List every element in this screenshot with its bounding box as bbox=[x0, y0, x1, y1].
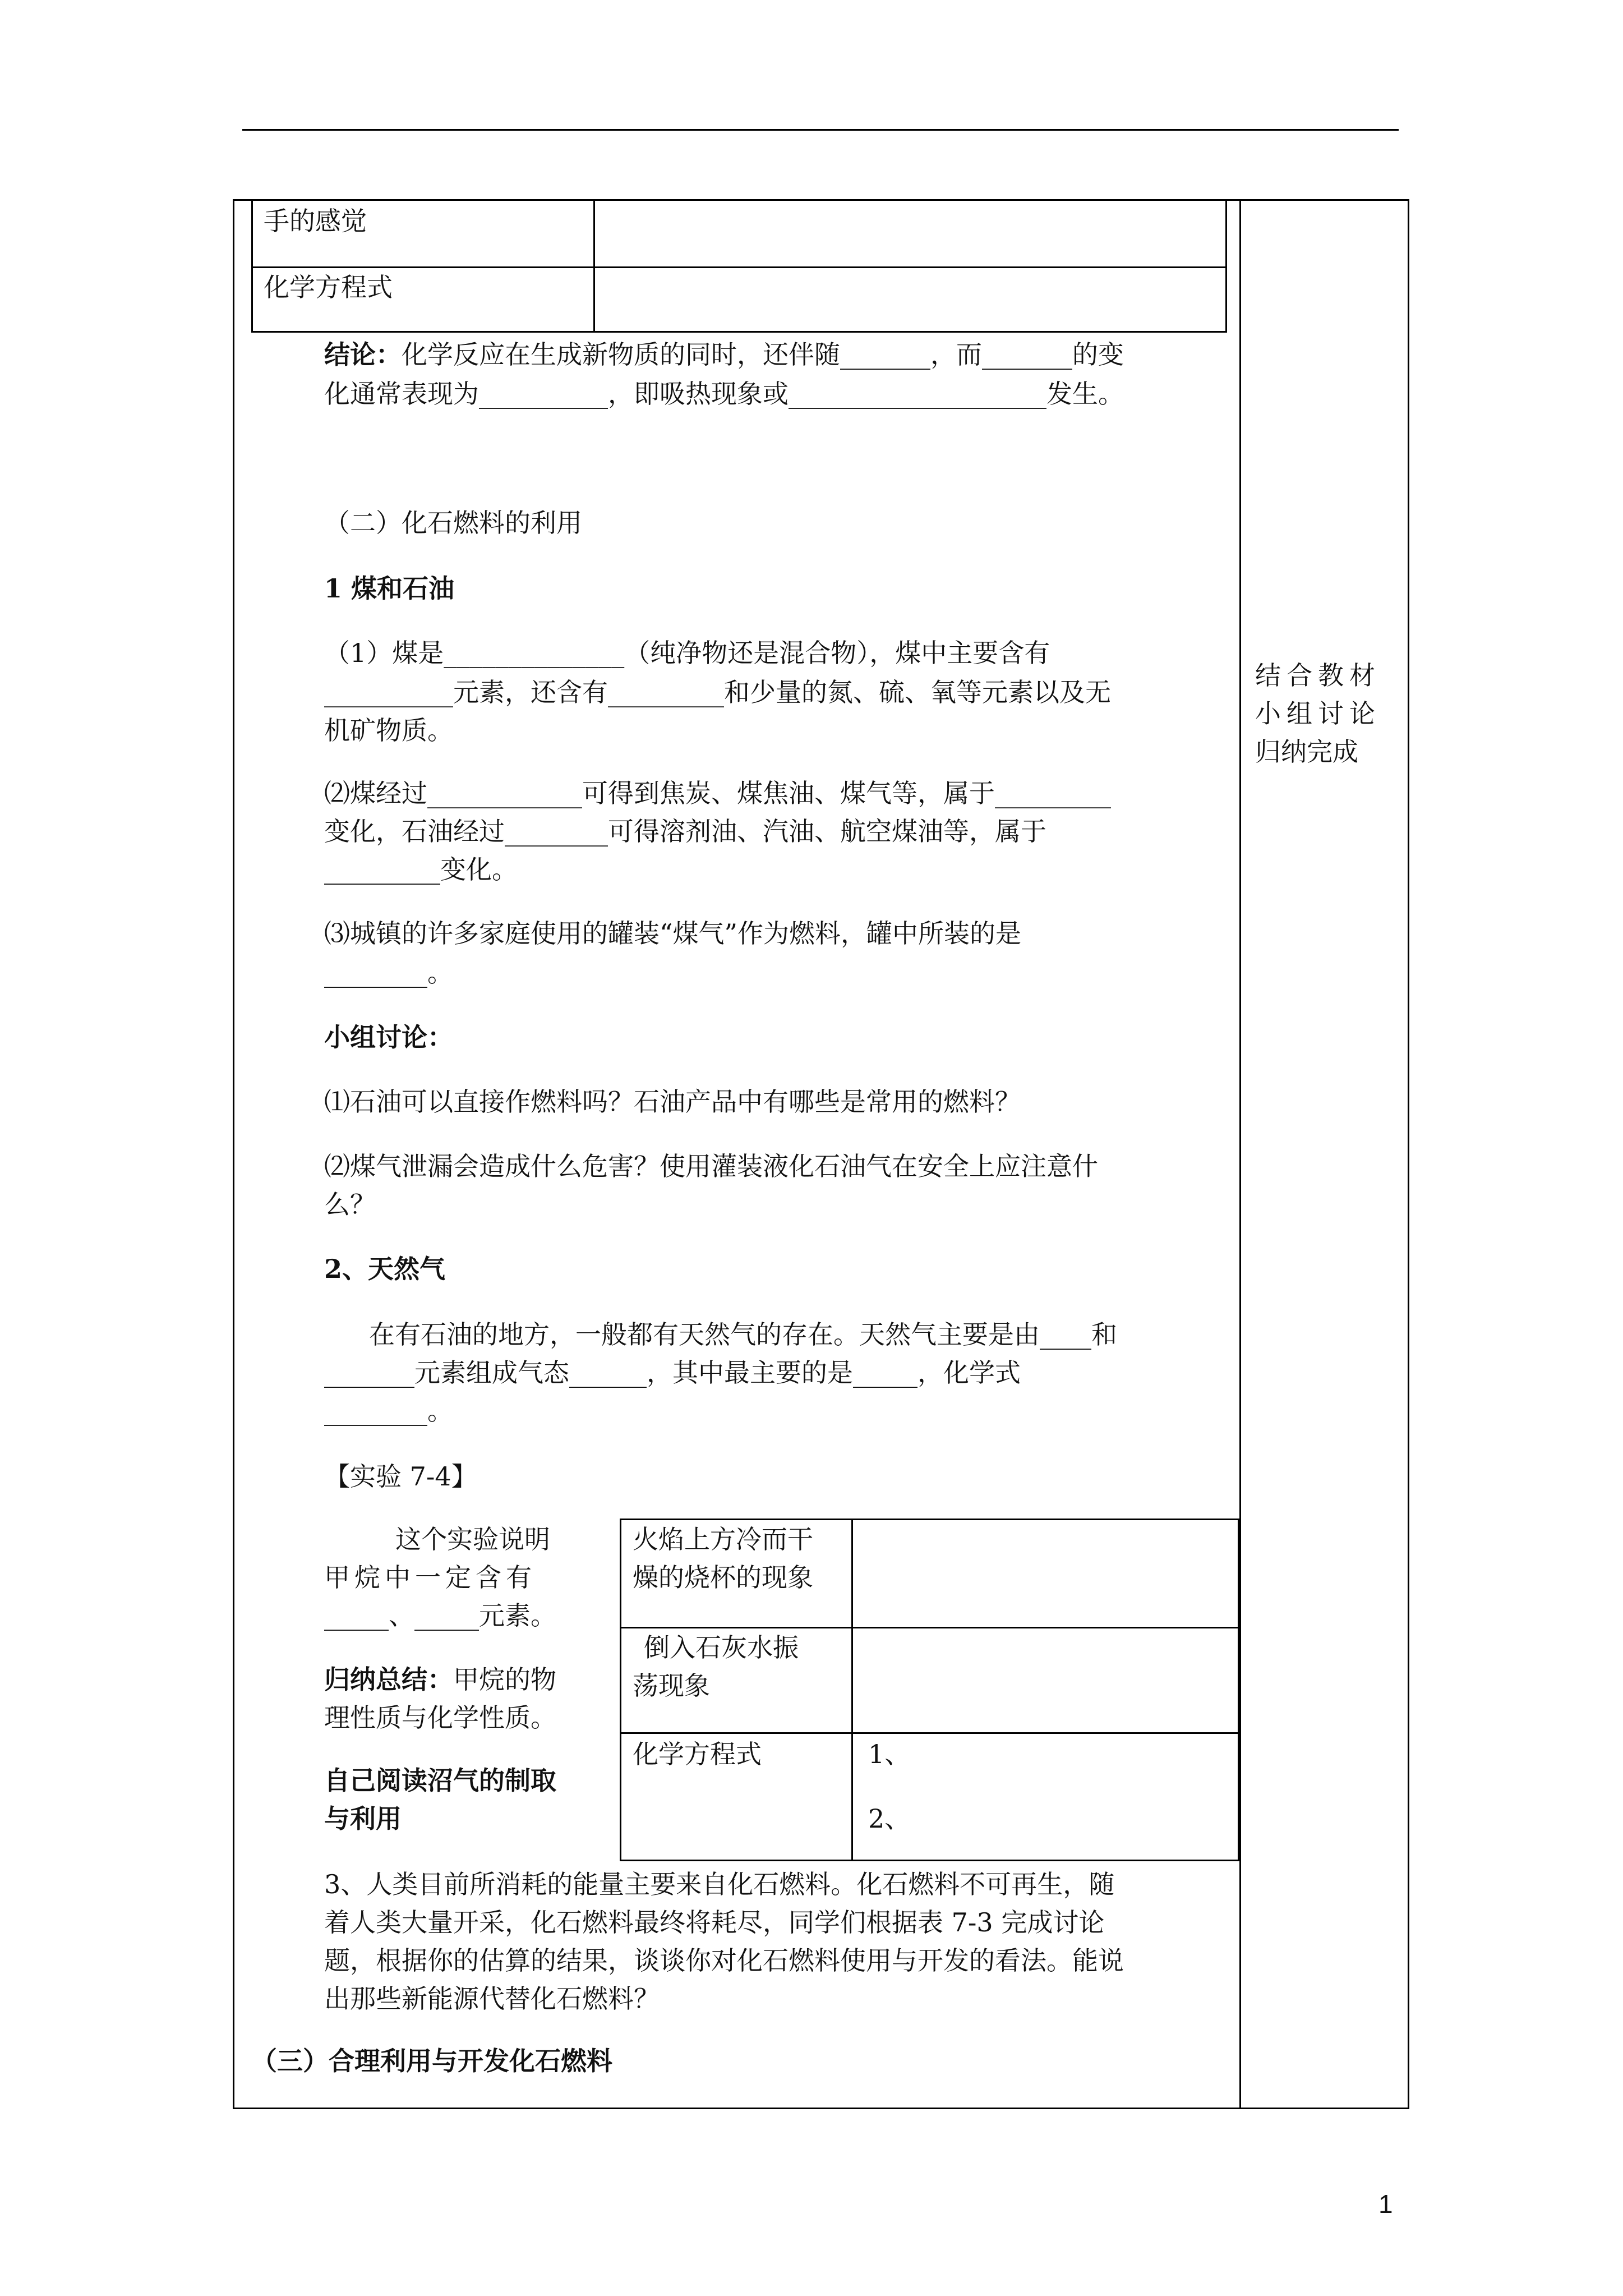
p1-line2: __________元素，还含有_________和少量的氮、硫、氧等元素以及无 bbox=[324, 677, 1111, 707]
p2-line2: 变化，石油经过________可得溶剂油、汽油、航空煤油等，属于 bbox=[324, 816, 1046, 846]
conclusion-label: 结论： bbox=[324, 339, 402, 370]
exp-row1-line1: 火焰上方冷而干 bbox=[633, 1524, 813, 1554]
coal-oil-heading: 1 煤和石油 bbox=[324, 573, 455, 604]
conclusion-line2: 化通常表现为__________，即吸热现象或____________________发生。 bbox=[324, 379, 1124, 409]
summary-line2: 理性质与化学性质。 bbox=[324, 1703, 556, 1733]
p2-line1: ⑵煤经过____________可得到焦炭、煤焦油、煤气等，属于_________ bbox=[324, 778, 1111, 808]
reading-line2: 与利用 bbox=[324, 1803, 402, 1834]
side-note-line1: 结合教材 bbox=[1255, 660, 1381, 691]
natural-gas-heading: 2、天然气 bbox=[324, 1254, 446, 1284]
p4-line4: 出那些新能源代替化石燃料？ bbox=[324, 1984, 660, 2014]
equation-label: 化学方程式 bbox=[264, 272, 393, 302]
gas-line2: _______元素组成气态______，其中最主要的是_____，化学式 bbox=[324, 1358, 1021, 1388]
discuss-heading: 小组讨论： bbox=[324, 1022, 453, 1052]
exp-row2-line2: 荡现象 bbox=[633, 1671, 710, 1701]
exp-row2-line1: 倒入石灰水振 bbox=[644, 1632, 799, 1663]
side-note-line2: 小组讨论 bbox=[1255, 698, 1381, 729]
exp-row1-line2: 燥的烧杯的现象 bbox=[633, 1562, 813, 1593]
discuss-q1: ⑴石油可以直接作燃料吗？石油产品中有哪些是常用的燃料？ bbox=[324, 1087, 1021, 1117]
p3-line2: ________。 bbox=[324, 958, 453, 988]
exp-note-line1: 这个实验说明 bbox=[395, 1524, 550, 1554]
outer-table-left bbox=[233, 199, 234, 2109]
experiment-heading: 【实验 7-4】 bbox=[324, 1461, 477, 1492]
p1-line3: 机矿物质。 bbox=[324, 715, 453, 746]
outer-table-bottom bbox=[233, 2108, 1409, 2109]
discuss-q2-line1: ⑵煤气泄漏会造成什么危害？使用灌装液化石油气在安全上应注意什 bbox=[324, 1151, 1098, 1181]
p4-line1: 3、人类目前所消耗的能量主要来自化石燃料。化石燃料不可再生，随 bbox=[324, 1869, 1115, 1899]
gas-line1: 在有石油的地方，一般都有天然气的存在。天然气主要是由____和 bbox=[369, 1319, 1117, 1350]
outer-table-divider bbox=[1239, 199, 1241, 2109]
p2-line3: _________变化。 bbox=[324, 854, 518, 885]
outer-table-right bbox=[1408, 199, 1409, 2109]
gas-line3: ________。 bbox=[324, 1396, 453, 1426]
exp-note-line3: _____、_____元素。 bbox=[324, 1600, 556, 1631]
hand-feeling-label: 手的感觉 bbox=[264, 206, 367, 236]
exp-row3-item2: 2、 bbox=[868, 1803, 911, 1834]
header-rule bbox=[242, 129, 1399, 131]
page-number: 1 bbox=[1378, 2189, 1393, 2219]
p1-line1: （1）煤是______________（纯净物还是混合物），煤中主要含有 bbox=[324, 638, 1050, 668]
p3-line1: ⑶城镇的许多家庭使用的罐装“煤气”作为燃料，罐中所装的是 bbox=[324, 918, 1022, 949]
section2-heading: （二）化石燃料的利用 bbox=[324, 508, 582, 538]
summary-line1 bbox=[324, 1660, 556, 1699]
exp-note-line2: 甲烷中一定含有 bbox=[324, 1562, 536, 1593]
side-note-line3: 归纳完成 bbox=[1255, 737, 1358, 767]
p4-line2: 着人类大量开采，化石燃料最终将耗尽，同学们根据表 7-3 完成讨论 bbox=[324, 1907, 1105, 1938]
conclusion-line1 bbox=[324, 335, 1124, 374]
reading-line1: 自己阅读沼气的制取 bbox=[324, 1765, 556, 1796]
summary-label: 归纳总结： bbox=[324, 1664, 453, 1695]
summary-text-1: 甲烷的物 bbox=[453, 1664, 556, 1695]
exp-row3-item1: 1、 bbox=[868, 1739, 911, 1769]
conclusion-text-1: 化学反应在生成新物质的同时，还伴随_______，而_______的变 bbox=[402, 339, 1124, 370]
exp-row3-label: 化学方程式 bbox=[633, 1739, 762, 1769]
p4-line3: 题，根据你的估算的结果，谈谈你对化石燃料使用与开发的看法。能说 bbox=[324, 1945, 1124, 1976]
discuss-q2-line2: 么？ bbox=[324, 1189, 376, 1220]
section3-heading: （三）合理利用与开发化石燃料 bbox=[251, 2046, 612, 2076]
